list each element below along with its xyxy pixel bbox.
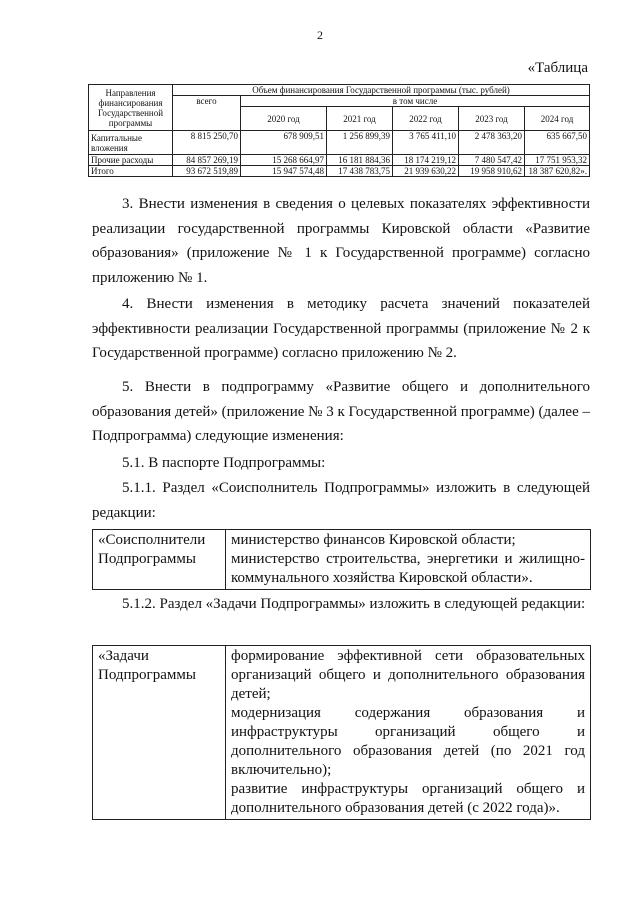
table-row bbox=[89, 131, 590, 155]
header-volume: Объем финансирования Государственной программы (тыс. рублей) bbox=[173, 85, 590, 96]
row-name: Итого bbox=[89, 166, 173, 177]
row-value: 18 387 620,82». bbox=[525, 166, 590, 177]
row-total: 8 815 250,70 bbox=[173, 131, 241, 155]
year-header: 2023 год bbox=[459, 107, 525, 131]
row-value: 17 438 783,75 bbox=[327, 166, 393, 177]
paragraph-3: 3. Внести изменения в сведения о целевых показателях эффективности реализации государственной программы Кировской области «Развитие образования» (приложение № 1 к Государственной программе) согласно приложению № 1. bbox=[92, 196, 590, 286]
row-value: 678 909,51 bbox=[241, 131, 327, 155]
header-total: всего bbox=[173, 96, 241, 131]
row-value: 16 181 884,36 bbox=[327, 155, 393, 166]
page-number: 2 bbox=[317, 28, 323, 42]
row-value: 15 947 574,48 bbox=[241, 166, 327, 177]
tasks-content: формирование эффективной сети образовательных организаций общего и дополнительного образования детей; модернизация содержания образования и инфраструктуры организаций общего и дополнительного образования детей (по 2021 год включительно); развитие инфраструктуры организаций общего и дополнительного образования детей (с 2022 года)». bbox=[226, 646, 591, 820]
year-header: 2020 год bbox=[241, 107, 327, 131]
coexecutors-content: министерство финансов Кировской области; министерство строительства, энергетики и жилищно-коммунального хозяйства Кировской области». bbox=[226, 530, 591, 590]
paragraph-5-1: 5.1. В паспорте Подпрограммы: bbox=[122, 455, 326, 471]
year-header: 2021 год bbox=[327, 107, 393, 131]
table-row bbox=[89, 166, 590, 177]
coexecutors-label: «Соисполнители Подпрограммы bbox=[93, 530, 226, 590]
row-value: 635 667,50 bbox=[525, 131, 590, 155]
row-name: Капитальные вложения bbox=[89, 131, 173, 155]
row-value: 3 765 411,10 bbox=[393, 131, 459, 155]
row-total: 84 857 269,19 bbox=[173, 155, 241, 166]
row-total: 93 672 519,89 bbox=[173, 166, 241, 177]
table-row bbox=[89, 155, 590, 166]
year-header: 2024 год bbox=[525, 107, 590, 131]
row-value: 18 174 219,12 bbox=[393, 155, 459, 166]
row-value: 2 478 363,20 bbox=[459, 131, 525, 155]
table-caption: «Таблица bbox=[527, 60, 588, 76]
row-value: 15 268 664,97 bbox=[241, 155, 327, 166]
header-including: в том числе bbox=[241, 96, 590, 107]
tasks-label: «Задачи Подпрограммы bbox=[93, 646, 226, 820]
paragraph-4: 4. Внести изменения в методику расчета значений показателей эффективности реализации Государственной программы (приложение № 2 к Государственной программе) согласно приложению № 2. bbox=[92, 296, 590, 361]
tasks-table bbox=[92, 645, 591, 820]
paragraph-5-1-1: 5.1.1. Раздел «Соисполнитель Подпрограммы» изложить в следующей редакции: bbox=[92, 480, 590, 521]
row-value: 19 958 910,62 bbox=[459, 166, 525, 177]
row-value: 1 256 899,39 bbox=[327, 131, 393, 155]
year-header: 2022 год bbox=[393, 107, 459, 131]
financing-table bbox=[88, 84, 590, 177]
row-name: Прочие расходы bbox=[89, 155, 173, 166]
paragraph-5: 5. Внести в подпрограмму «Развитие общего и дополнительного образования детей» (приложение № 3 к Государственной программе) (далее – Подпрограмма) следующие изменения: bbox=[92, 379, 590, 444]
row-value: 7 480 547,42 bbox=[459, 155, 525, 166]
row-value: 17 751 953,32 bbox=[525, 155, 590, 166]
coexecutors-table bbox=[92, 529, 591, 590]
header-direction: Направления финансирования Государственной программы bbox=[89, 85, 173, 131]
row-value: 21 939 630,22 bbox=[393, 166, 459, 177]
paragraph-5-1-2: 5.1.2. Раздел «Задачи Подпрограммы» изложить в следующей редакции: bbox=[122, 596, 586, 612]
